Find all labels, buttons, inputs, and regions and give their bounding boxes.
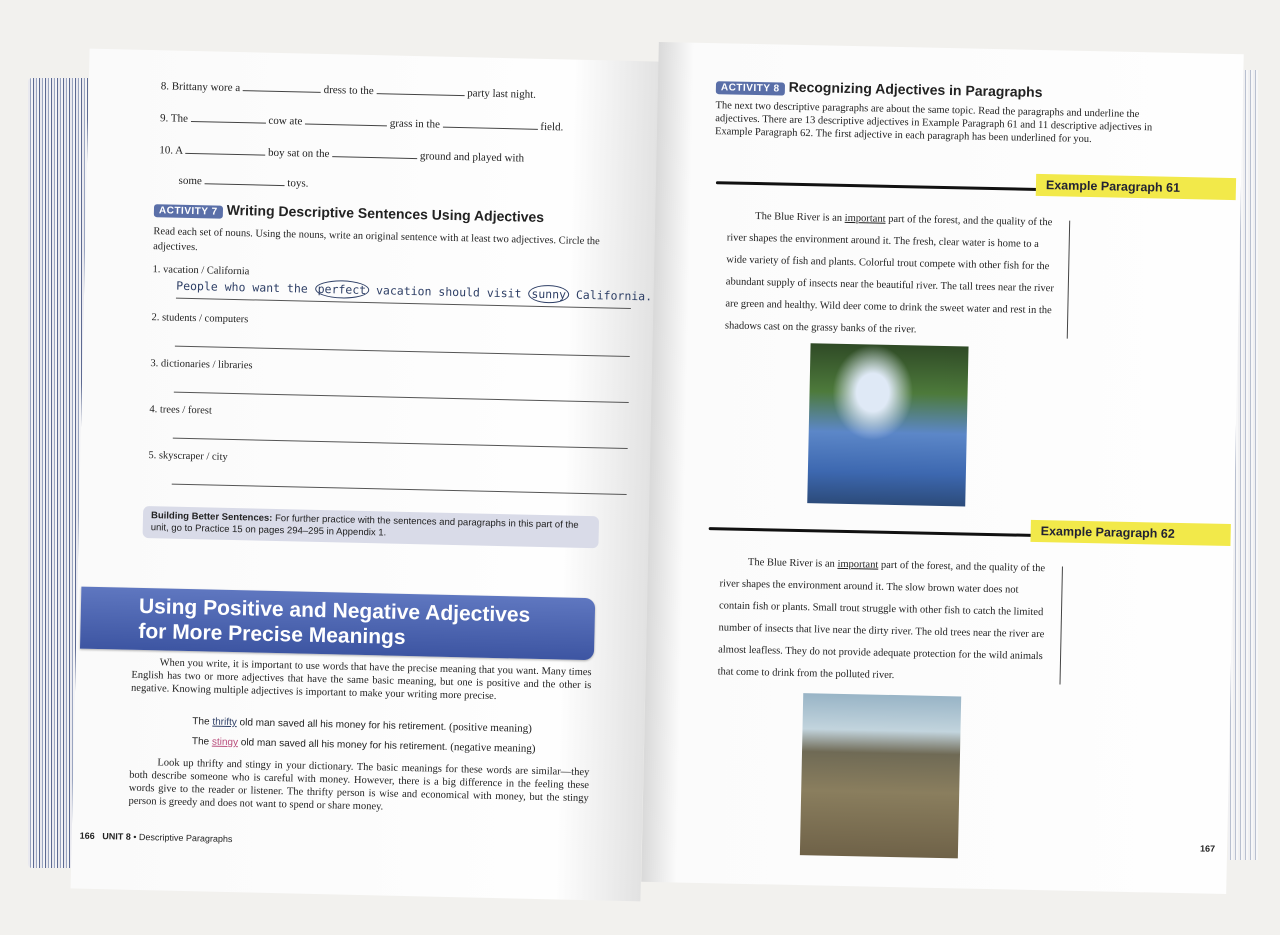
left-footer: 166 UNIT 8 • Descriptive Paragraphs xyxy=(79,830,233,845)
circled-adjective: sunny xyxy=(528,285,569,304)
activity7-instructions: Read each set of nouns. Using the nouns, write an original sentence with at least two adjectives. Circle the adjectives. xyxy=(153,226,600,254)
banner-line-1: Using Positive and Negative Adjectives xyxy=(138,594,531,627)
para62-text: The Blue River is an important part of the forest, and the quality of the river shapes the environment around it. The slow brown water does not contain fish or plants. Small trout struggle with other fish to catch the limited number of insects that live near the dirty river. The old trees near the river are almost leafless. They do not provide adequate protection for the wild animals that come to drink from the polluted river. xyxy=(717,556,1046,682)
banner-line-2: for More Precise Meanings xyxy=(138,619,406,649)
intro-paragraph: When you write, it is important to use words that have the precise meaning that you want. Many times English has two or more adjectives that have the same basic meaning, but one is positive and the other is negative. Knowing multiple adjectives is important to make your writing more precise. xyxy=(130,657,592,703)
activity7-item-3: 3. dictionaries / libraries xyxy=(150,358,253,372)
circled-adjective: perfect xyxy=(315,280,370,299)
answer-line xyxy=(175,345,630,357)
section-banner xyxy=(80,587,595,661)
activity7-answer-1: People who want the perfect vacation should visit sunny California. xyxy=(176,278,653,304)
activity7-item-2: 2. students / computers xyxy=(151,312,249,326)
example-negative: The stingy old man saved all his money for his retirement. (negative meaning) xyxy=(191,736,536,755)
activity7-title: Writing Descriptive Sentences Using Adjectives xyxy=(226,201,545,225)
right-page xyxy=(641,42,1243,894)
page-number-left: 166 xyxy=(79,830,95,841)
item-10: 10. A boy sat on the ground and played with xyxy=(159,144,525,165)
para61-text: The Blue River is an important part of the forest, and the quality of the river shapes the environment around it. The fresh, clear water is home to a wide variety of fish and plants. Colorful trout compete with other fish for the abundant supply of insects near the beautiful river. The tall trees near the river are green and healthy. Wild deer come to drink the sweet water and rest in the shadows cast on the grassy banks of the river. xyxy=(724,211,1055,336)
activity8-instructions: The next two descriptive paragraphs are about the same topic. Read the paragraphs and underline the adjectives. There are 13 descriptive adjectives in Example Paragraph 61 and 11 descriptive adjectives in Example Paragraph 62. The first adjective in each paragraph has been underlined for you. xyxy=(714,100,1153,146)
activity7-item-4: 4. trees / forest xyxy=(149,404,212,417)
answer-line xyxy=(172,483,627,495)
activity8-badge: ACTIVITY 8 xyxy=(716,81,785,95)
activity8-heading xyxy=(716,77,1043,102)
para61-rule xyxy=(716,181,1046,191)
item-10-cont: some toys. xyxy=(178,174,309,190)
underlined-adjective: important xyxy=(837,558,879,571)
positive-word: thrifty xyxy=(212,716,237,729)
building-better-sentences: Building Better Sentences: For further practice with the sentences and paragraphs in this part of the unit, go to Practice 15 on pages 294–295 in Appendix 1. xyxy=(143,506,600,548)
activity8-title: Recognizing Adjectives in Paragraphs xyxy=(788,78,1043,101)
para62-margin-bar xyxy=(1059,567,1062,685)
activity7-badge: ACTIVITY 7 xyxy=(154,204,223,219)
para62-label: Example Paragraph 62 xyxy=(1030,520,1230,546)
answer-line xyxy=(173,437,628,449)
page-number-right: 167 xyxy=(1199,843,1216,854)
activity7-heading xyxy=(154,200,544,227)
item-8: 8. Brittany wore a dress to the party last night. xyxy=(160,80,537,101)
activity7-item-5: 5. skyscraper / city xyxy=(148,450,228,463)
lookup-paragraph: Look up thrifty and stingy in your dictionary. The basic meanings for these words are similar—they both describe someone who is careful with money. However, there is a big difference in the feeling these words give to the reader or listener. The thrifty person is wise and economical with money, but the stingy person is greedy and does not want to spend or share money. xyxy=(128,757,590,813)
left-page xyxy=(71,49,660,902)
underlined-adjective: important xyxy=(844,212,886,225)
negative-word: stingy xyxy=(211,736,239,749)
para61-margin-bar xyxy=(1067,221,1070,339)
activity7-item-1: 1. vacation / California xyxy=(152,264,250,278)
para61-label: Example Paragraph 61 xyxy=(1036,174,1236,200)
para62-rule xyxy=(709,527,1039,537)
example-positive: The thrifty old man saved all his money for his retirement. (positive meaning) xyxy=(192,716,533,735)
river-photo-clean xyxy=(807,343,968,506)
river-photo-polluted xyxy=(800,693,961,858)
item-9: 9. The cow ate grass in the field. xyxy=(159,112,564,134)
answer-line xyxy=(174,391,629,403)
